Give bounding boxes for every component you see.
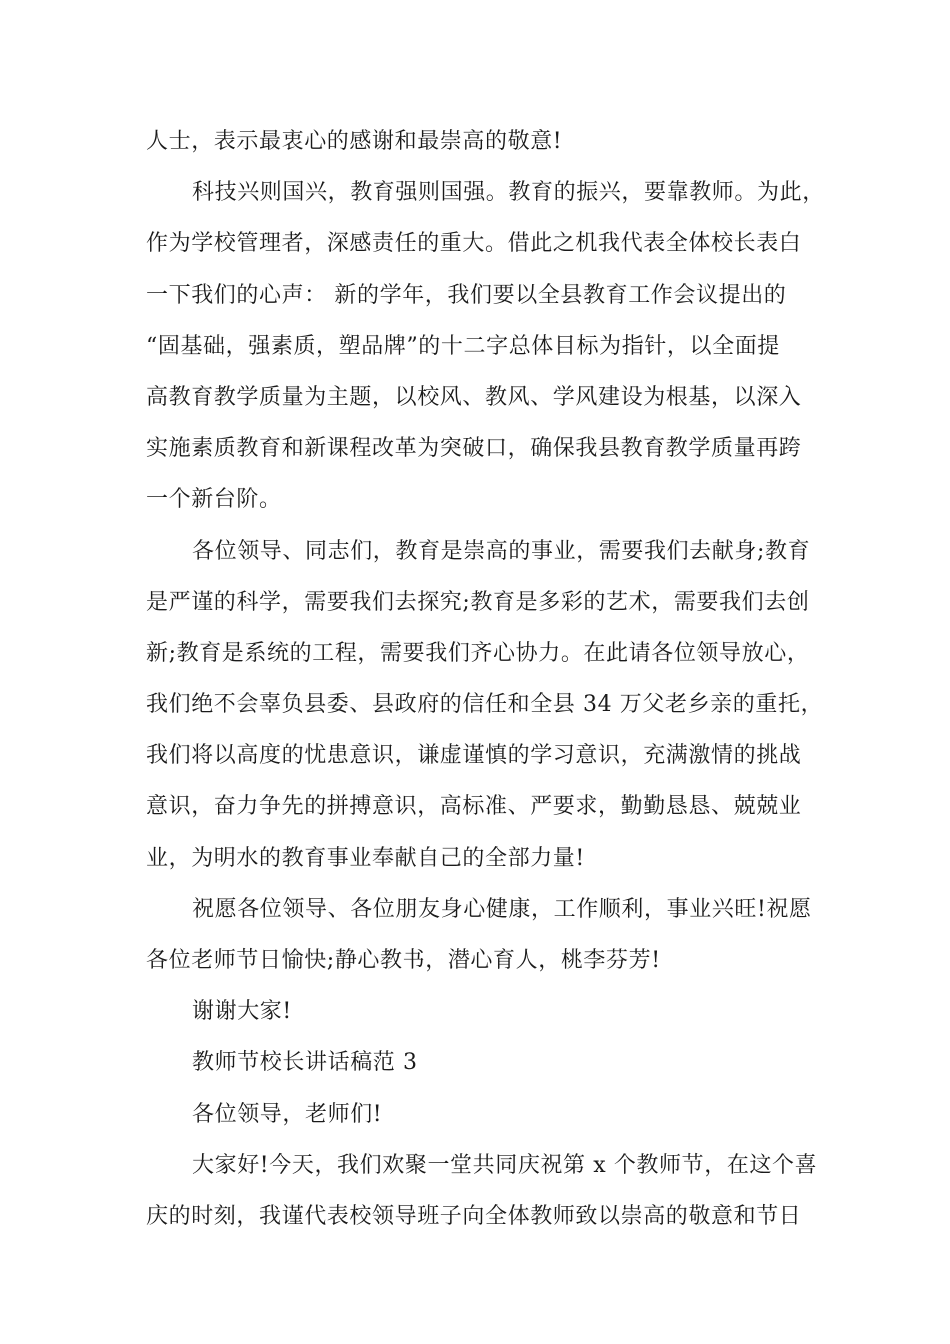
text-line: 教师节校长讲话稿范 3: [192, 1050, 418, 1076]
document-body: [146, 116, 836, 1242]
text-line: 我们将以高度的忧患意识，谦虚谨慎的学习意识，充满激情的挑战: [146, 743, 802, 769]
text-line: 意识，奋力争先的拼搏意识，高标准、严要求，勤勤恳恳、兢兢业: [146, 794, 802, 820]
text-line: 庆的时刻，我谨代表校领导班子向全体教师致以崇高的敬意和节日: [146, 1203, 802, 1229]
text-line: 各位领导、同志们，教育是崇高的事业，需要我们去献身;教育: [192, 538, 811, 564]
text-line: 是严谨的科学，需要我们去探究;教育是多彩的艺术，需要我们去创: [146, 589, 810, 615]
text-line: 一下我们的心声： 新的学年，我们要以全县教育工作会议提出的: [146, 282, 787, 308]
text-line: 各位老师节日愉快;静心教书，潜心育人，桃李芬芳!: [146, 948, 661, 973]
text-line: 科技兴则国兴，教育强则国强。教育的振兴，要靠教师。为此，: [192, 180, 825, 206]
text-line: 高教育教学质量为主题，以校风、教风、学风建设为根基，以深入: [146, 384, 802, 410]
text-line: “固基础，强素质，塑品牌”的十二字总体目标为指针，以全面提: [146, 333, 780, 359]
text-line: 祝愿各位领导、各位朋友身心健康，工作顺利，事业兴旺!祝愿: [192, 896, 812, 922]
text-line: 实施素质教育和新课程改革为突破口，确保我县教育教学质量再跨: [146, 436, 802, 462]
text-line: 各位领导，老师们!: [192, 1101, 383, 1127]
text-line: 人士，表示最衷心的感谢和最崇高的敬意!: [146, 129, 563, 154]
text-line: 大家好!今天，我们欢聚一堂共同庆祝第 x 个教师节，在这个喜: [192, 1152, 818, 1178]
text-line: 我们绝不会辜负县委、县政府的信任和全县 34 万父老乡亲的重托，: [146, 692, 824, 718]
text-line: 作为学校管理者，深感责任的重大。借此之机我代表全体校长表白: [146, 231, 802, 257]
text-line: 业，为明水的教育事业奉献自己的全部力量!: [146, 845, 585, 871]
text-line: 新;教育是系统的工程，需要我们齐心协力。在此请各位领导放心，: [146, 640, 810, 666]
text-line: 谢谢大家!: [192, 999, 292, 1025]
text-line: 一个新台阶。: [146, 487, 282, 513]
